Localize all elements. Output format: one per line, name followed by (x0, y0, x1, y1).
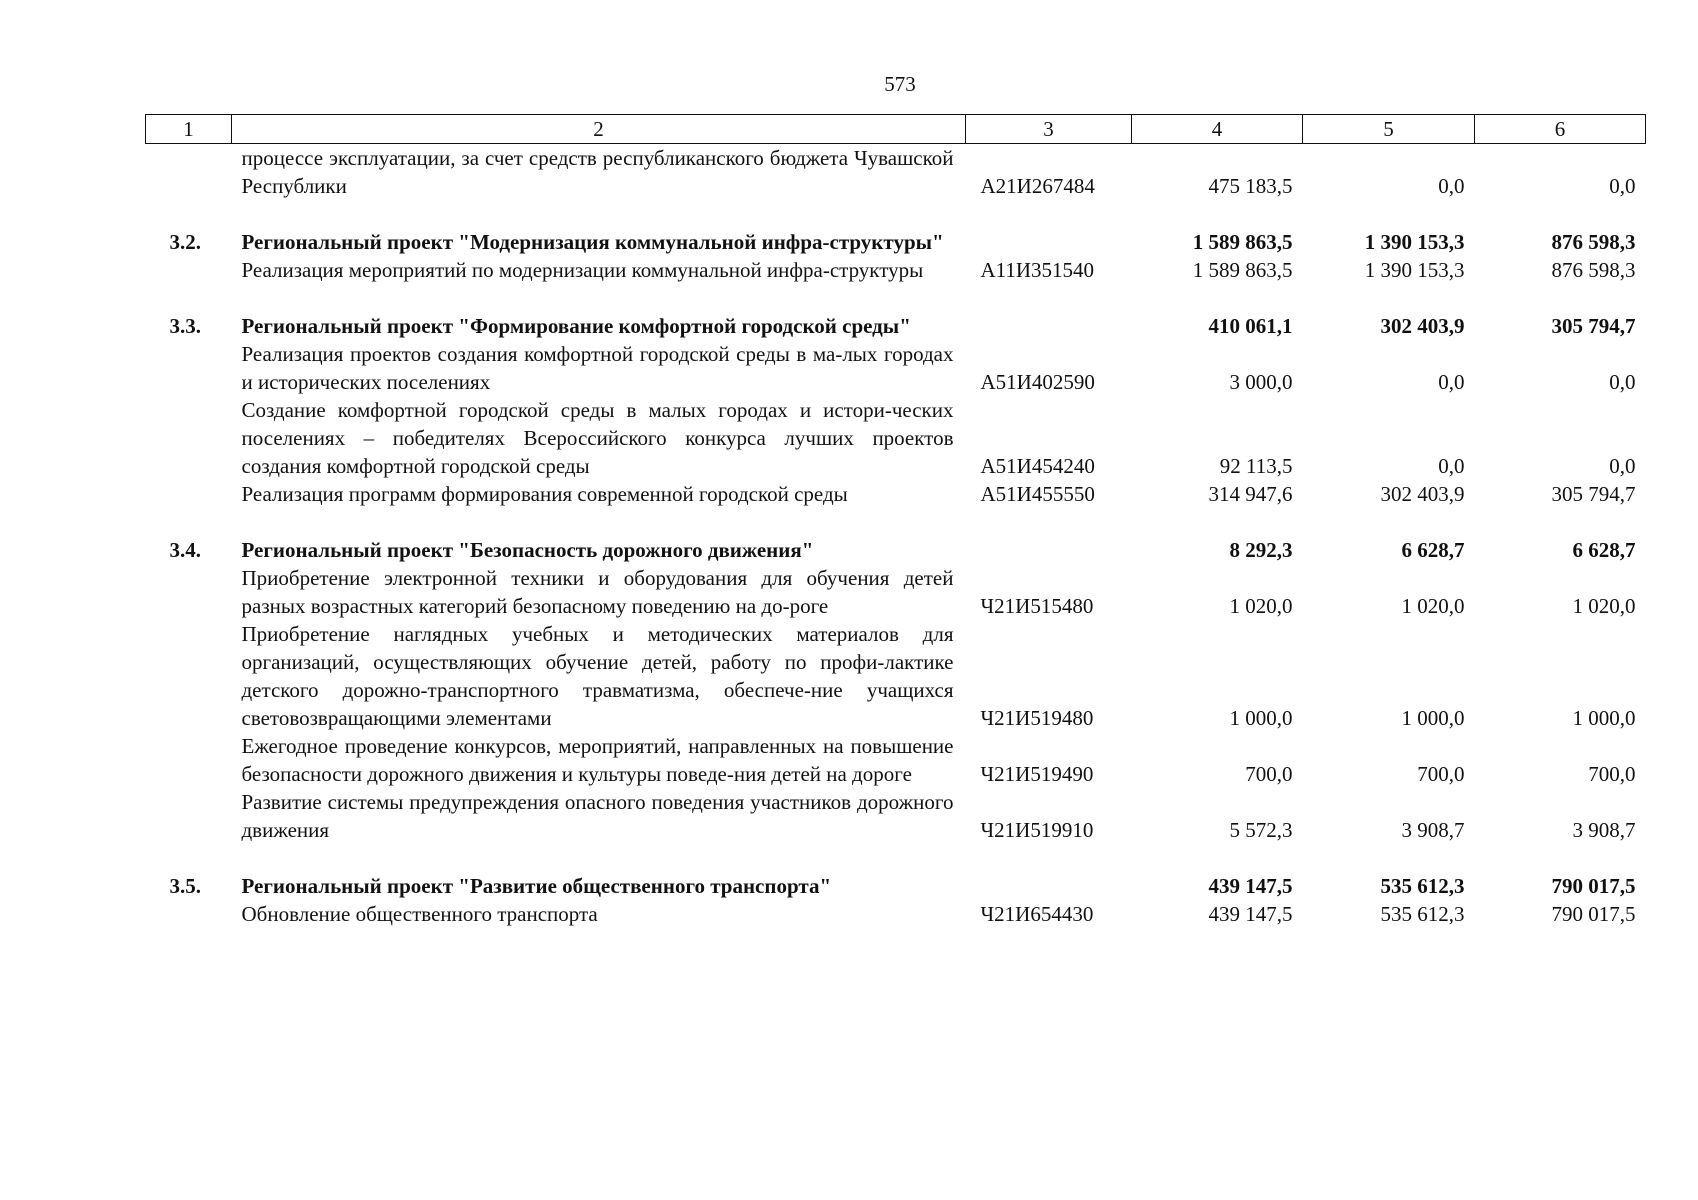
row-value-col5: 535 612,3 (1380, 902, 1465, 926)
row-value-col6: 0,0 (1609, 454, 1636, 478)
row-number (146, 732, 232, 788)
row-name: Реализация проектов создания комфортной городской среды в ма-лых городах и исторических поселениях (241, 342, 954, 394)
budget-table (145, 114, 1646, 928)
row-value-col5: 302 403,9 (1380, 314, 1465, 338)
row-name: Ежегодное проведение конкурсов, мероприятий, направленных на повышение безопасности дорожного движения и культуры поведе-ния детей на дороге (241, 734, 954, 786)
row-number (146, 480, 232, 508)
row-value-col6: 0,0 (1609, 174, 1636, 198)
row-value-col4: 3 000,0 (1229, 370, 1293, 394)
row-value-col4: 92 113,5 (1219, 454, 1293, 478)
row-code: Ч21И519490 (980, 762, 1094, 786)
row-value-col4: 1 000,0 (1229, 706, 1293, 730)
row-value-col5: 302 403,9 (1380, 482, 1465, 506)
row-value-col5: 1 000,0 (1401, 706, 1465, 730)
row-value-col4: 410 061,1 (1208, 314, 1293, 338)
row-value-col6: 0,0 (1609, 370, 1636, 394)
row-number (146, 620, 232, 732)
table-row-section (146, 508, 1646, 564)
table-row (146, 564, 1646, 620)
row-number (146, 788, 232, 844)
row-number (146, 340, 232, 396)
row-value-col4: 439 147,5 (1208, 902, 1293, 926)
row-name: Развитие системы предупреждения опасного поведения участников дорожного движения (241, 790, 954, 842)
row-number (146, 144, 232, 201)
table-row (146, 900, 1646, 928)
table-row (146, 396, 1646, 480)
row-code: А21И267484 (980, 174, 1095, 198)
row-name: Создание комфортной городской среды в малых городах и истори-ческих поселениях – победителях Всероссийского конкурса лучших проектов создания комфортной городской среды (241, 398, 954, 478)
row-value-col5: 3 908,7 (1401, 818, 1465, 842)
header-col-4: 4 (1132, 115, 1303, 144)
header-col-3: 3 (966, 115, 1132, 144)
row-code: Ч21И519480 (980, 706, 1094, 730)
header-col-5: 5 (1303, 115, 1475, 144)
row-value-col5: 6 628,7 (1401, 538, 1465, 562)
row-value-col6: 3 908,7 (1572, 818, 1636, 842)
row-code (966, 200, 1132, 256)
table-row (146, 256, 1646, 284)
row-code (966, 844, 1132, 900)
table-row-section (146, 284, 1646, 340)
row-name: Региональный проект "Формирование комфортной городской среды" (241, 314, 911, 338)
row-value-col6: 876 598,3 (1551, 258, 1636, 282)
row-value-col5: 0,0 (1438, 454, 1465, 478)
row-value-col6: 1 020,0 (1572, 594, 1636, 618)
row-name: процессе эксплуатации, за счет средств республиканского бюджета Чувашской Республики (241, 146, 954, 198)
row-name: Региональный проект "Безопасность дорожного движения" (241, 538, 814, 562)
row-number (146, 900, 232, 928)
table-row (146, 480, 1646, 508)
table-row-section (146, 844, 1646, 900)
row-value-col4: 700,0 (1245, 762, 1293, 786)
row-number: 3.2. (169, 230, 201, 254)
row-value-col6: 790 017,5 (1551, 902, 1636, 926)
row-code (966, 508, 1132, 564)
header-col-6: 6 (1475, 115, 1646, 144)
row-number: 3.4. (169, 538, 201, 562)
row-code: А51И454240 (980, 454, 1095, 478)
row-value-col4: 314 947,6 (1208, 482, 1293, 506)
table-row (146, 144, 1646, 201)
row-value-col5: 700,0 (1417, 762, 1465, 786)
row-code: Ч21И519910 (980, 818, 1094, 842)
row-value-col4: 1 020,0 (1229, 594, 1293, 618)
row-code: Ч21И654430 (980, 902, 1094, 926)
table-row (146, 788, 1646, 844)
row-value-col6: 305 794,7 (1551, 314, 1636, 338)
row-name: Приобретение наглядных учебных и методических материалов для организаций, осуществляющих обучение детей, работу по профи-лактике детского дорожно-транспортного травматизма, обеспече-ние учащихся световозвращающими элементами (241, 622, 954, 730)
row-number (146, 564, 232, 620)
row-code: А51И455550 (980, 482, 1095, 506)
table-row (146, 340, 1646, 396)
row-name: Реализация программ формирования современной городской среды (241, 482, 848, 506)
table-row-section (146, 200, 1646, 256)
row-number: 3.5. (169, 874, 201, 898)
row-value-col4: 475 183,5 (1208, 174, 1293, 198)
row-value-col5: 535 612,3 (1380, 874, 1465, 898)
row-value-col6: 790 017,5 (1551, 874, 1636, 898)
row-value-col4: 8 292,3 (1229, 538, 1293, 562)
table-body (146, 144, 1646, 929)
header-col-1: 1 (146, 115, 232, 144)
row-code: А51И402590 (980, 370, 1095, 394)
row-value-col5: 0,0 (1438, 174, 1465, 198)
header-row (146, 115, 1646, 144)
table-row (146, 732, 1646, 788)
row-name: Обновление общественного транспорта (241, 902, 598, 926)
row-number (146, 396, 232, 480)
row-value-col6: 1 000,0 (1572, 706, 1636, 730)
table-row (146, 620, 1646, 732)
row-code (966, 284, 1132, 340)
row-value-col6: 876 598,3 (1551, 230, 1636, 254)
row-number (146, 256, 232, 284)
row-value-col6: 305 794,7 (1551, 482, 1636, 506)
row-code: Ч21И515480 (980, 594, 1094, 618)
row-value-col6: 700,0 (1588, 762, 1636, 786)
row-value-col5: 0,0 (1438, 370, 1465, 394)
row-code: А11И351540 (980, 258, 1095, 282)
header-col-2: 2 (232, 115, 966, 144)
row-name: Региональный проект "Развитие общественного транспорта" (241, 874, 832, 898)
page-number: 573 (884, 72, 916, 96)
row-name: Реализация мероприятий по модернизации коммунальной инфра-структуры (241, 258, 924, 282)
row-value-col4: 439 147,5 (1208, 874, 1293, 898)
row-value-col5: 1 020,0 (1401, 594, 1465, 618)
row-name: Приобретение электронной техники и оборудования для обучения детей разных возрастных категорий безопасному поведению на до-роге (241, 566, 954, 618)
row-value-col4: 1 589 863,5 (1192, 230, 1293, 254)
row-value-col5: 1 390 153,3 (1364, 230, 1465, 254)
row-value-col5: 1 390 153,3 (1364, 258, 1465, 282)
row-value-col4: 5 572,3 (1229, 818, 1293, 842)
row-value-col4: 1 589 863,5 (1192, 258, 1293, 282)
row-value-col6: 6 628,7 (1572, 538, 1636, 562)
row-number: 3.3. (169, 314, 201, 338)
row-name: Региональный проект "Модернизация коммунальной инфра-структуры" (241, 230, 944, 254)
